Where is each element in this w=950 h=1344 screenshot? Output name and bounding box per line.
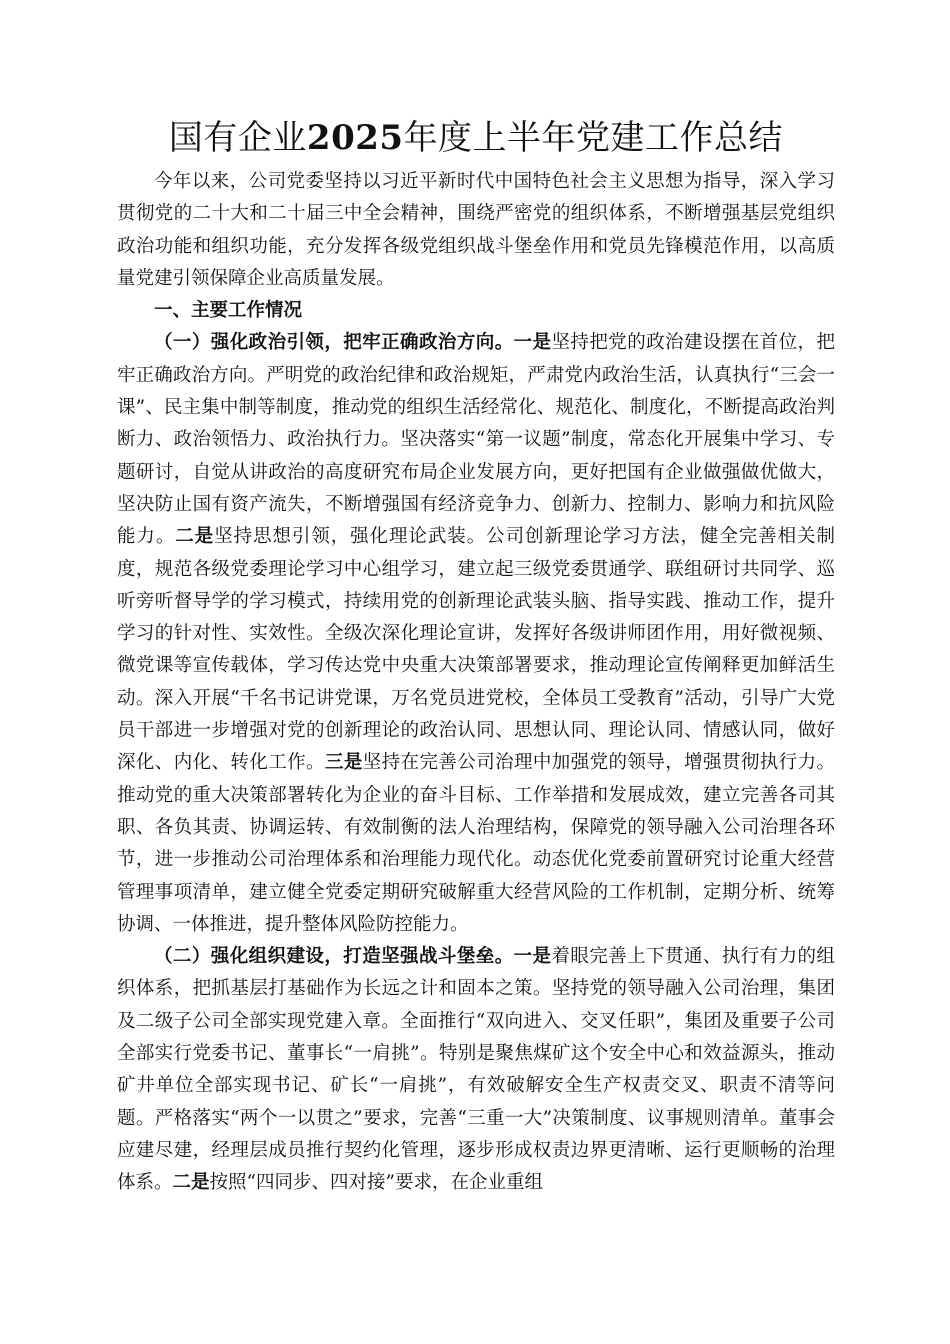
lead-marker: 二是: [175, 526, 215, 548]
paragraph-text: 坚持在完善公司治理中加强党的领导，增强贯彻执行力。推动党的重大决策部署转化为企业的奋斗目标、工作举措和发展成效，建立完善各司其职、各负其责、协调运转、有效制衡的法人治理结构，保障党的领导融入公司治理各环节，进一步推动公司治理体系和治理能力现代化。动态优化党委前置研究讨论重大经营管理事项清单，建立健全党委定期研究破解重大经营风险的工作机制，定期分析、统筹协调、一体推进，提升整体风险防控能力。: [117, 752, 835, 935]
paragraph-text: 按照“四同步、四对接”要求，在企业重组: [209, 1172, 543, 1194]
subsection-heading: （二）强化组织建设，打造坚强战斗堡垒。: [154, 946, 514, 968]
subsection-political-guidance: [117, 327, 835, 941]
document-page: [117, 110, 835, 1200]
subsection-organization-building: [117, 941, 835, 1199]
intro-paragraph: 今年以来，公司党委坚持以习近平新时代中国特色社会主义思想为指导，深入学习贯彻党的二十大和二十届三中全会精神，围绕严密党的组织体系，不断增强基层党组织政治功能和组织功能，充分发挥各级党组织战斗堡垒作用和党员先锋模范作用，以高质量党建引领保障企业高质量发展。: [117, 171, 835, 289]
title-suffix: 年度上半年党建工作总结: [403, 118, 784, 158]
paragraph-text: 着眼完善上下贯通、执行有力的组织体系，把抓基层打基础作为长远之计和固本之策。坚持党的领导融入公司治理，集团及二级子公司全部实现党建入章。全面推行“双向进入、交叉任职”，集团及重要子公司全部实行党委书记、董事长“一肩挑”。特别是聚焦煤矿这个安全中心和效益源头，推动矿井单位全部实现书记、矿长“一肩挑”，有效破解安全生产权责交叉、职责不清等问题。严格落实“两个一以贯之”要求，完善“三重一大”决策制度、议事规则清单。董事会应建尽建，经理层成员推行契约化管理，逐步形成权责边界更清晰、运行更顺畅的治理体系。: [117, 946, 835, 1194]
lead-marker: 二是: [172, 1172, 210, 1194]
lead-marker: 一是: [513, 332, 552, 354]
document-title: [117, 110, 835, 166]
section-heading-main-work: 一、主要工作情况: [154, 300, 303, 322]
lead-marker: 一是: [513, 946, 552, 968]
title-prefix: 国有企业: [168, 118, 307, 158]
subsection-heading: （一）强化政治引领，把牢正确政治方向。: [154, 332, 514, 354]
title-year: 2025: [306, 118, 404, 158]
paragraph-text: 坚持把党的政治建设摆在首位，把牢正确政治方向。严明党的政治纪律和政治规矩，严肃党内政治生活，认真执行“三会一课”、民主集中制等制度，推动党的组织生活经常化、规范化、制度化，不断提高政治判断力、政治领悟力、政治执行力。坚决落实“第一议题”制度，常态化开展集中学习、专题研讨，自觉从讲政治的高度研究布局企业发展方向，更好把国有企业做强做优做大，坚决防止国有资产流失，不断增强国有经济竞争力、创新力、控制力、影响力和抗风险能力。: [117, 332, 835, 548]
paragraph-text: 坚持思想引领，强化理论武装。公司创新理论学习方法，健全完善相关制度，规范各级党委理论学习中心组学习，建立起三级党委贯通学、联组研讨共同学、巡听旁听督导学的学习模式，持续用党的创新理论武装头脑、指导实践、推动工作，提升学习的针对性、实效性。全级次深化理论宣讲，发挥好各级讲师团作用，用好微视频、微党课等宣传载体，学习传达党中央重大决策部署要求，推动理论宣传阐释更加鲜活生动。深入开展“千名书记讲党课，万名党员进党校，全体员工受教育”活动，引导广大党员干部进一步增强对党的创新理论的政治认同、思想认同、理论认同、情感认同，做好深化、内化、转化工作。: [117, 526, 835, 774]
lead-marker: 三是: [324, 752, 363, 774]
